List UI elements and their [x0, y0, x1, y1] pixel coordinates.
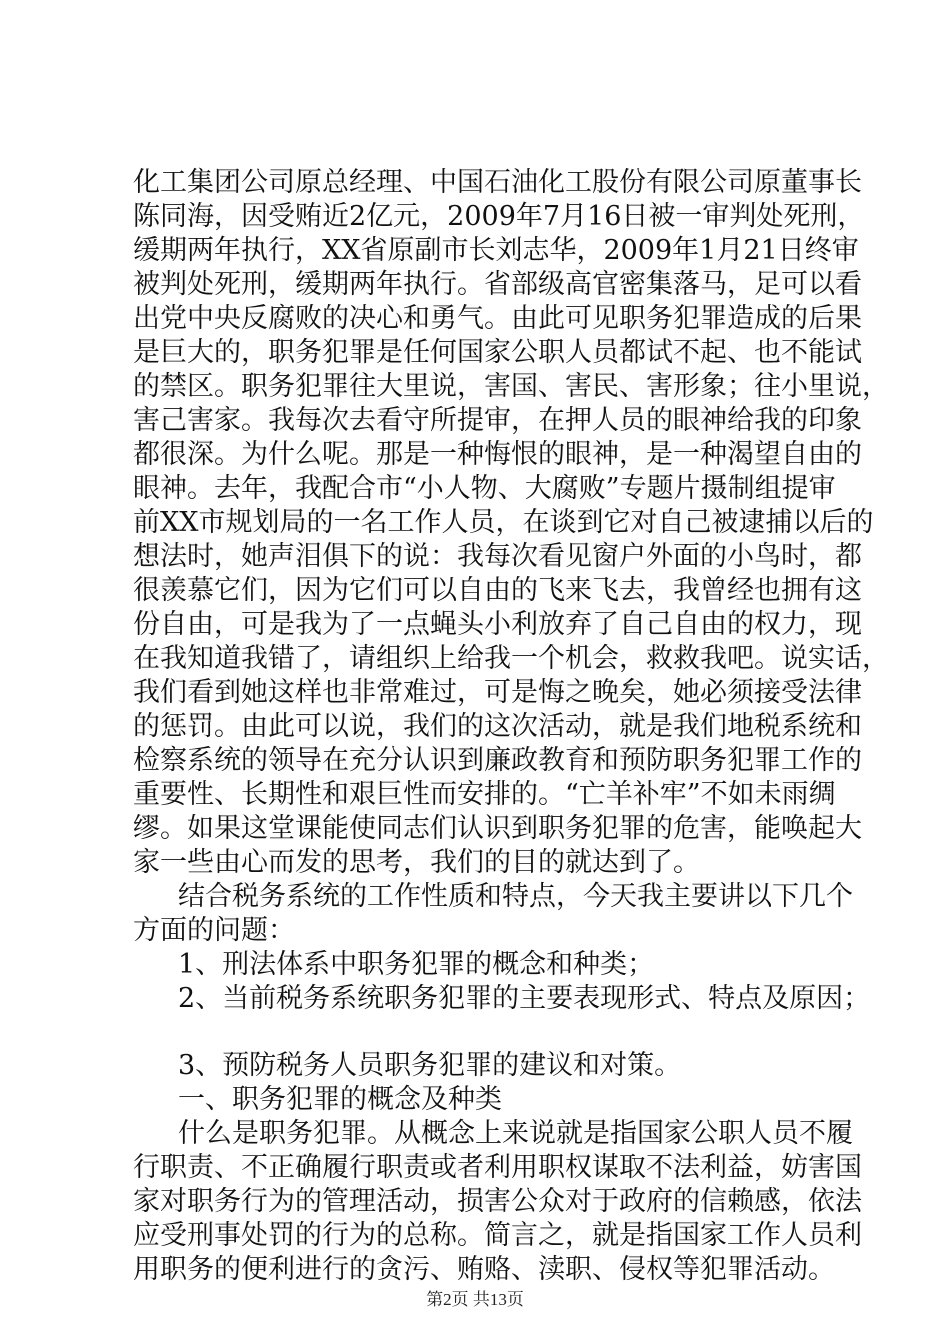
list-item: 2、当前税务系统职务犯罪的主要表现形式、特点及原因； — [178, 983, 871, 1014]
body-text-line: 的惩罚。由此可以说，我们的这次活动，就是我们地税系统和 — [133, 711, 862, 742]
body-text-line: 应受刑事处罚的行为的总称。简言之，就是指国家工作人员利 — [133, 1220, 862, 1251]
body-text-line: 检察系统的领导在充分认识到廉政教育和预防职务犯罪工作的 — [133, 745, 862, 776]
body-text-line: 什么是职务犯罪。从概念上来说就是指国家公职人员不履 — [178, 1118, 853, 1149]
body-text-line: 在我知道我错了，请组织上给我一个机会，救救我吧。说实话， — [133, 643, 889, 674]
list-item: 1、刑法体系中职务犯罪的概念和种类； — [178, 949, 655, 980]
body-text-line: 眼神。去年，我配合市“小人物、大腐败”专题片摄制组提审 — [133, 473, 836, 504]
body-text-line: 我们看到她这样也非常难过，可是悔之晚矣，她必须接受法律 — [133, 677, 862, 708]
body-text-line: 前XX市规划局的一名工作人员，在谈到它对自己被逮捕以后的 — [133, 507, 874, 538]
body-text-line: 被判处死刑，缓期两年执行。省部级高官密集落马，足可以看 — [133, 269, 862, 300]
body-text-line: 想法时，她声泪俱下的说：我每次看见窗户外面的小鸟时，都 — [133, 541, 862, 572]
body-text-line: 方面的问题： — [133, 915, 295, 946]
body-text-line: 的禁区。职务犯罪往大里说，害国、害民、害形象；往小里说， — [133, 371, 889, 402]
section-heading: 一、职务犯罪的概念及种类 — [178, 1084, 502, 1115]
body-text-line: 用职务的便利进行的贪污、贿赂、渎职、侵权等犯罪活动。 — [133, 1254, 835, 1285]
body-text-line: 陈同海，因受贿近2亿元，2009年7月16日被一审判处死刑， — [133, 201, 865, 232]
body-text-line: 是巨大的，职务犯罪是任何国家公职人员都试不起、也不能试 — [133, 337, 862, 368]
body-text-line: 份自由，可是我为了一点蝇头小利放弃了自己自由的权力，现 — [133, 609, 862, 640]
body-text-line: 很羡慕它们，因为它们可以自由的飞来飞去，我曾经也拥有这 — [133, 575, 862, 606]
body-text-line: 家一些由心而发的思考，我们的目的就达到了。 — [133, 847, 700, 878]
list-item: 3、预防税务人员职务犯罪的建议和对策。 — [178, 1050, 682, 1081]
body-text-line: 家对职务行为的管理活动，损害公众对于政府的信赖感，依法 — [133, 1186, 862, 1217]
body-text-line: 害己害家。我每次去看守所提审，在押人员的眼神给我的印象 — [133, 405, 862, 436]
body-text-line: 缓期两年执行，XX省原副市长刘志华，2009年1月21日终审 — [133, 235, 859, 266]
body-text-line: 行职责、不正确履行职责或者利用职权谋取不法利益，妨害国 — [133, 1152, 862, 1183]
body-text-line: 都很深。为什么呢。那是一种悔恨的眼神，是一种渴望自由的 — [133, 439, 862, 470]
page-number-footer: 第2页 共13页 — [426, 1290, 524, 1309]
body-text-line: 结合税务系统的工作性质和特点，今天我主要讲以下几个 — [178, 881, 853, 912]
body-text-line: 重要性、长期性和艰巨性而安排的。“亡羊补牢”不如未雨绸 — [133, 779, 836, 810]
body-text-line: 缪。如果这堂课能使同志们认识到职务犯罪的危害，能唤起大 — [133, 813, 862, 844]
body-text-line: 化工集团公司原总经理、中国石油化工股份有限公司原董事长 — [133, 167, 862, 198]
body-text-line: 出党中央反腐败的决心和勇气。由此可见职务犯罪造成的后果 — [133, 303, 862, 334]
